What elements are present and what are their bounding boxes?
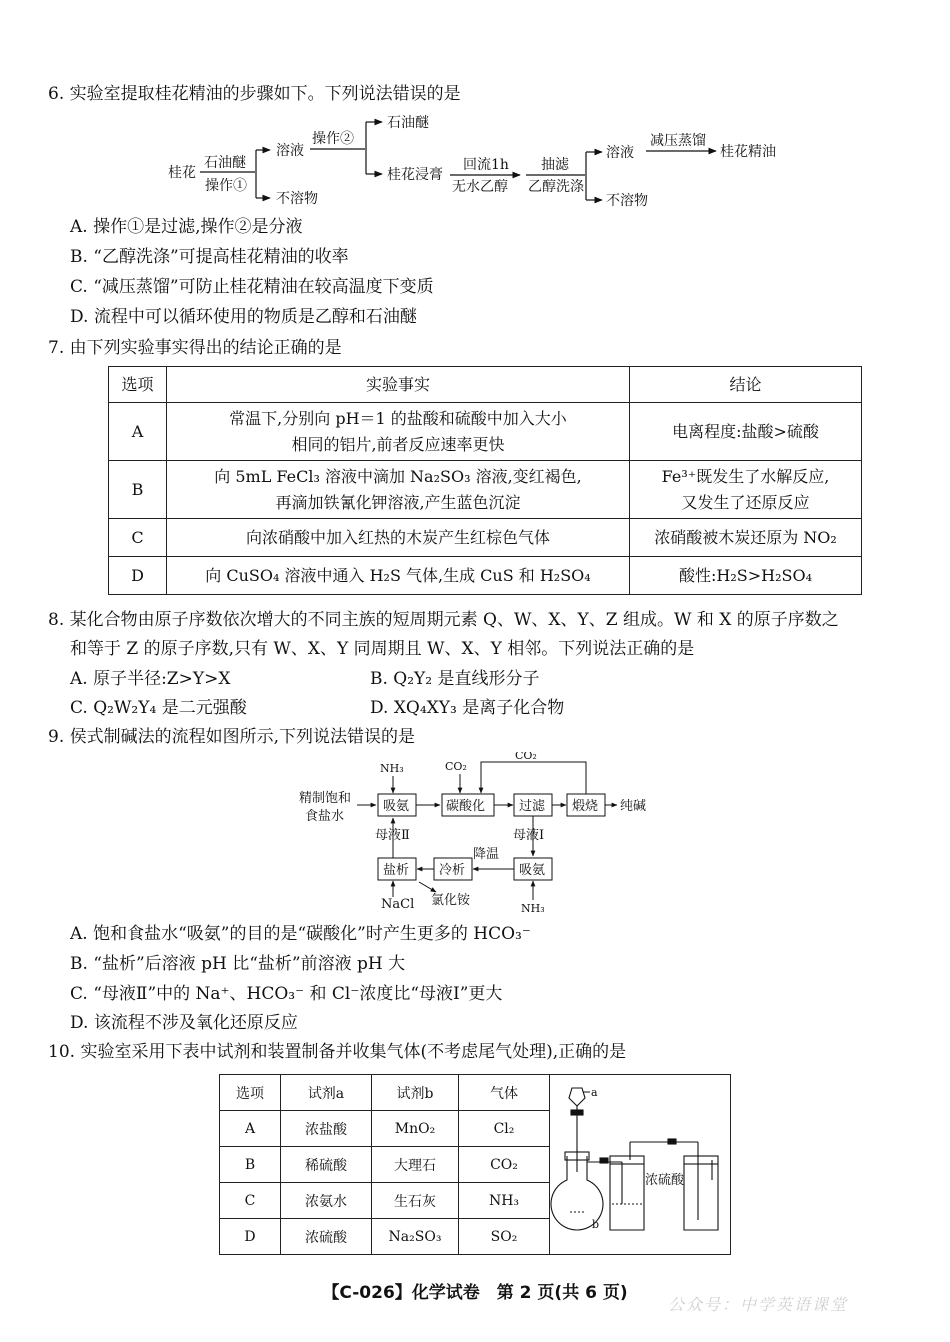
svg-text:NaCl: NaCl [381,897,415,912]
table-header: 选项 [109,367,167,403]
svg-text:石油醚: 石油醚 [204,155,246,171]
q6-stem: 6. 实验室提取桂花精油的步骤如下。下列说法错误的是 [48,84,461,104]
svg-text:溶液: 溶液 [276,143,304,159]
svg-text:吸氨: 吸氨 [519,863,546,878]
table-header: 选项 [220,1075,281,1111]
table-row: A 常温下,分别向 pH＝1 的盐酸和硫酸中加入大小 相同的铝片,前者反应速率更快 电离程度:盐酸>硫酸 [109,403,862,461]
q9-stem: 9. 侯式制碱法的流程如图所示,下列说法错误的是 [48,727,416,747]
svg-text:无水乙醇: 无水乙醇 [452,179,508,195]
svg-text:CO₂: CO₂ [445,760,467,773]
svg-text:纯碱: 纯碱 [620,799,647,814]
q8-option-a: A. 原子半径:Z>Y>X [70,669,231,689]
svg-text:桂花精油: 桂花精油 [720,144,776,160]
q6-option-a: A. 操作①是过滤,操作②是分液 [70,217,303,237]
svg-text:盐析: 盐析 [383,863,410,878]
table-header: 结论 [630,367,862,403]
table-header: 试剂b [372,1075,459,1111]
svg-text:煅烧: 煅烧 [572,799,599,814]
svg-text:不溶物: 不溶物 [606,193,648,209]
svg-text:减压蒸馏: 减压蒸馏 [650,133,706,149]
svg-text:氯化铵: 氯化铵 [431,893,471,908]
svg-text:不溶物: 不溶物 [276,191,318,207]
svg-text:吸氨: 吸氨 [383,799,410,814]
table-header: 气体 [459,1075,550,1111]
watermark: 公众号：中学英语课堂 [668,1295,849,1314]
apparatus-cell [550,1075,731,1255]
q7-table [108,366,862,595]
q7-stem: 7. 由下列实验事实得出的结论正确的是 [48,338,342,358]
svg-text:a: a [591,1086,598,1099]
q9-flow-diagram [295,752,665,917]
table-row: D 浓硫酸 Na₂SO₃ SO₂ [220,1219,731,1255]
q6-option-c: C. “减压蒸馏”可防止桂花精油在较高温度下变质 [70,277,434,297]
svg-text:浓硫酸: 浓硫酸 [645,1173,685,1188]
svg-text:母液Ⅰ: 母液Ⅰ [513,828,545,843]
q9-option-c: C. “母液Ⅱ”中的 Na⁺、HCO₃⁻ 和 Cl⁻浓度比“母液Ⅰ”更大 [70,984,503,1004]
q8-option-d: D. XQ₄XY₃ 是离子化合物 [370,698,565,718]
svg-text:CO₂: CO₂ [515,752,537,762]
svg-text:碳酸化: 碳酸化 [446,799,486,814]
svg-text:NH₃: NH₃ [380,762,404,775]
svg-text:降温: 降温 [473,847,500,862]
page-footer: 【C-026】化学试卷 第 2 页(共 6 页) [322,1283,628,1303]
svg-text:回流1h: 回流1h [463,157,509,173]
q8-stem-line1: 8. 某化合物由原子序数依次增大的不同主族的短周期元素 Q、W、X、Y、Z 组成。W 和 X 的原子序数之 [48,610,839,630]
svg-text:食盐水: 食盐水 [305,809,345,824]
table-row: C 向浓硝酸中加入红热的木炭产生红棕色气体 浓硝酸被木炭还原为 NO₂ [109,519,862,557]
svg-text:抽滤: 抽滤 [541,157,569,173]
svg-text:NH₃: NH₃ [521,902,545,915]
svg-text:过滤: 过滤 [519,799,546,814]
svg-text:桂花浸膏: 桂花浸膏 [387,167,443,183]
svg-text:操作②: 操作② [312,131,354,147]
table-row: B 稀硫酸 大理石 CO₂ [220,1147,731,1183]
table-row: C 浓氨水 生石灰 NH₃ [220,1183,731,1219]
gas-apparatus-figure [550,1080,730,1245]
q8-option-c: C. Q₂W₂Y₄ 是二元强酸 [70,698,247,718]
svg-text:母液Ⅱ: 母液Ⅱ [375,828,410,843]
q6-flow-diagram [160,108,820,213]
table-header: 实验事实 [167,367,630,403]
q6-option-d: D. 流程中可以循环使用的物质是乙醇和石油醚 [70,307,417,327]
svg-text:乙醇洗涤: 乙醇洗涤 [528,179,584,195]
table-row: D 向 CuSO₄ 溶液中通入 H₂S 气体,生成 CuS 和 H₂SO₄ 酸性:H₂S>H₂SO₄ [109,557,862,595]
q6-option-b: B. “乙醇洗涤”可提高桂花精油的收率 [70,247,349,267]
q10-table [219,1074,731,1255]
svg-text:溶液: 溶液 [606,145,634,161]
svg-text:精制饱和: 精制饱和 [299,791,352,806]
svg-text:操作①: 操作① [205,178,247,194]
table-row: B 向 5mL FeCl₃ 溶液中滴加 Na₂SO₃ 溶液,变红褐色, 再滴加铁氰化钾溶液,产生蓝色沉淀 Fe³⁺既发生了水解反应, 又发生了还原反应 [109,461,862,519]
svg-text:石油醚: 石油醚 [387,115,429,131]
q10-stem: 10. 实验室采用下表中试剂和装置制备并收集气体(不考虑尾气处理),正确的是 [48,1042,627,1062]
svg-text:b: b [592,1218,600,1231]
q8-stem-line2: 和等于 Z 的原子序数,只有 W、X、Y 同周期且 W、X、Y 相邻。下列说法正确的是 [70,639,695,659]
q9-option-d: D. 该流程不涉及氧化还原反应 [70,1013,298,1033]
flow-start: 桂花 [168,165,196,181]
q9-option-a: A. 饱和食盐水“吸氨”的目的是“碳酸化”时产生更多的 HCO₃⁻ [70,924,531,944]
q9-option-b: B. “盐析”后溶液 pH 比“盐析”前溶液 pH 大 [70,954,406,974]
table-row: A 浓盐酸 MnO₂ Cl₂ [220,1111,731,1147]
table-header: 试剂a [281,1075,372,1111]
svg-text:冷析: 冷析 [439,863,466,878]
q8-option-b: B. Q₂Y₂ 是直线形分子 [370,669,540,689]
